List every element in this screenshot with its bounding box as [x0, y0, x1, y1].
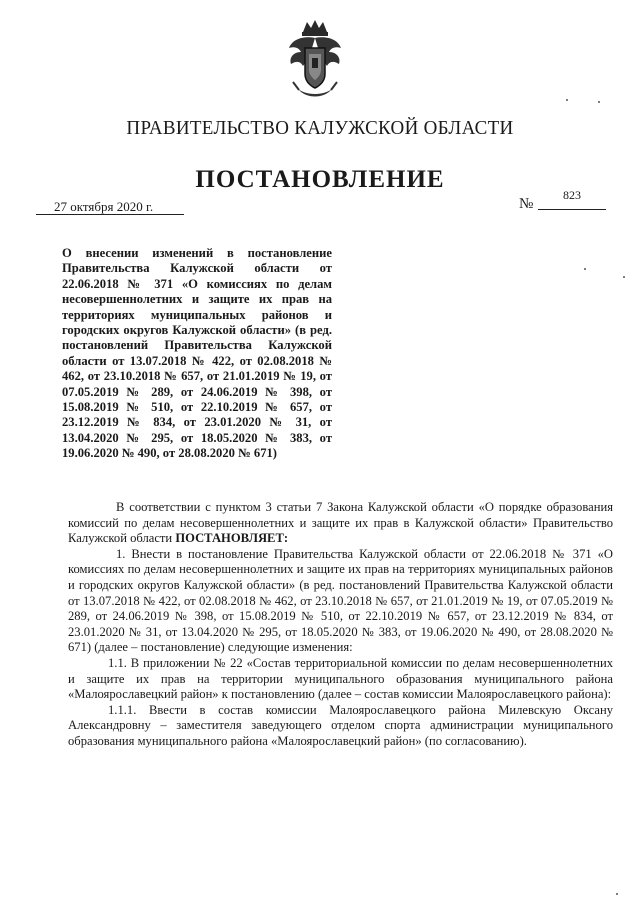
document-date: 27 октября 2020 г.	[36, 199, 184, 215]
item-1-1-1-paragraph: 1.1.1. Ввести в состав комиссии Малоярославецкого района Милевскую Оксану Александровну – заместителя заведующего отделом спорта администрации муниципального образования муниципального района «Малоярославецкий район» (по согласованию).	[68, 702, 613, 748]
scan-speck	[584, 268, 586, 270]
item-1-paragraph: 1. Внести в постановление Правительства Калужской области от 22.06.2018 № 371 «О комиссиях по делам несовершеннолетних и защите их прав на территориях муниципальных районов и городских округов Калужской области» (в ред. постановлений Правительства Калужской области от 13.07.2018 № 422, от 02.08.2018 № 462, от 23.10.2018 № 657, от 21.01.2019 № 19, от 07.05.2019 № 289, от 24.06.2019 № 398, от 15.08.2019 № 510, от 22.10.2019 № 657, от 23.12.2019 № 834, от 23.01.2020 № 31, от 13.04.2020 № 295, от 18.05.2020 № 383, от 19.06.2020 № 490, от 28.08.2020 № 671) (далее – постановление) следующие изменения:	[68, 546, 613, 655]
number-sign: №	[519, 196, 534, 212]
document-subject: О внесении изменений в постановление Правительства Калужской области от 22.06.2018 № 371 «О комиссиях по делам несовершеннолетних и защите их прав на территориях муниципальных районов и городских округов Калужской области» (в ред. постановлений Правительства Калужской области от 13.07.2018 № 422, от 02.08.2018 № 462, от 23.10.2018 № 657, от 21.01.2019 № 19, от 07.05.2019 № 289, от 24.06.2019 № 398, от 15.08.2019 № 510, от 22.10.2019 № 657, от 23.12.2019 № 834, от 23.01.2020 № 31, от 13.04.2020 № 295, от 18.05.2020 № 383, от 19.06.2020 № 490, от 28.08.2020 № 671)	[62, 246, 332, 461]
organization-name: ПРАВИТЕЛЬСТВО КАЛУЖСКОЙ ОБЛАСТИ	[126, 117, 514, 140]
scan-speck	[616, 893, 618, 895]
preamble-paragraph	[68, 500, 613, 547]
scan-speck	[566, 99, 568, 101]
document-type-title: ПОСТАНОВЛЕНИЕ	[195, 166, 445, 193]
document-body	[68, 500, 613, 750]
item-1-1-paragraph: 1.1. В приложении № 22 «Состав территориальной комиссии по делам несовершеннолетних и защите их прав на территории муниципального образования муниципального района «Малоярославецкий район» к постановлению (далее – состав комиссии Малоярославецкого района):	[68, 655, 613, 702]
preamble-text: В соответствии с пунктом 3 статьи 7 Закона Калужской области «О порядке образования комиссий по делам несовершеннолетних и защите их прав в Калужской области» Правительство Калужской области	[68, 500, 613, 546]
document-number: 823	[538, 189, 606, 210]
coat-of-arms-icon	[283, 18, 347, 100]
resolves-word: ПОСТАНОВЛЯЕТ:	[175, 531, 289, 546]
scan-speck	[623, 276, 625, 278]
scan-speck	[598, 101, 600, 103]
